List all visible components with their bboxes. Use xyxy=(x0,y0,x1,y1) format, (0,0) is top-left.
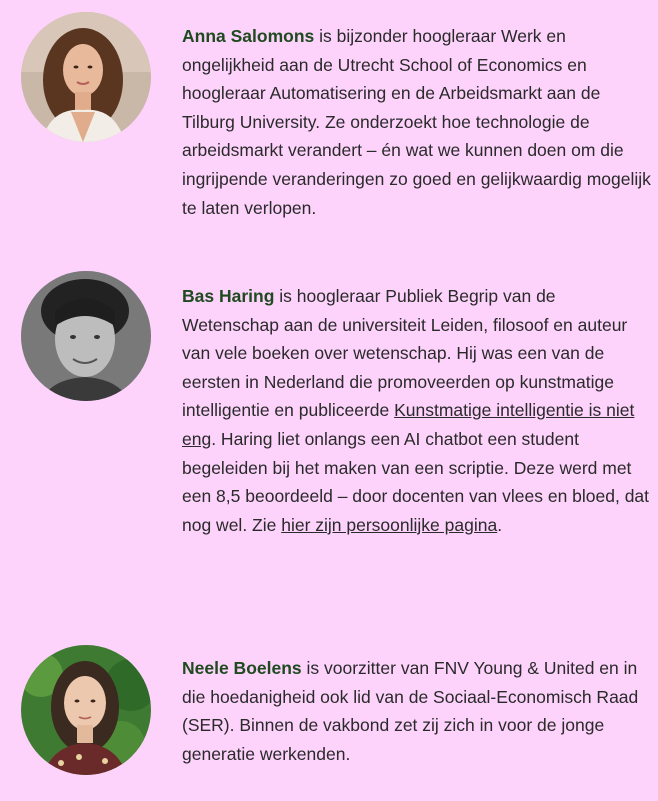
avatar-bas-haring xyxy=(21,271,151,401)
person-name: Bas Haring xyxy=(182,286,275,306)
person-name: Neele Boelens xyxy=(182,658,302,678)
avatar-anna-salomons xyxy=(21,12,151,142)
bio-text: is bijzonder hoogleraar Werk en ongelijkheid aan de Utrecht School of Economics en hoogleraar Automatisering en de Arbeidsmarkt aan de Tilburg University. Ze onderzoekt hoe technologie de arbeidsmarkt verandert – én wat we kunnen doen om die ingrijpende veranderingen zo goed en gelijkwaardig mogelijk te laten verlopen. xyxy=(182,26,651,218)
bio-text: is hoogleraar Publiek Begrip van de Wetenschap aan de universiteit Leiden, filosoof en auteur van vele boeken over wetenschap. Hij was een van de eersten in Nederland die promoveerden op kunstmatige intelligentie en publiceerde xyxy=(182,286,628,421)
avatar-neele-boelens xyxy=(21,645,151,775)
bio-text: . xyxy=(497,514,503,535)
bio-anna-salomons xyxy=(182,22,652,222)
bio-bas-haring xyxy=(182,282,652,539)
book-link[interactable]: Kunstmatige intelligentie is niet eng xyxy=(182,400,635,449)
bio-text: . Haring liet onlangs een AI chatbot een student begeleiden bij het maken van een scriptie. Deze werd met een 8,5 beoordeeld – door docenten van vlees en bloed, dat nog wel. Zie xyxy=(182,428,650,535)
personal-page-link[interactable]: hier zijn persoonlijke pagina xyxy=(281,514,498,535)
bio-neele-boelens xyxy=(182,654,652,768)
bio-text: is voorzitter van FNV Young & United en in die hoedanigheid ook lid van de Sociaal-Economisch Raad (SER). Binnen de vakbond zet zij zich in voor de jonge generatie werkenden. xyxy=(182,658,639,764)
person-name: Anna Salomons xyxy=(182,26,315,46)
